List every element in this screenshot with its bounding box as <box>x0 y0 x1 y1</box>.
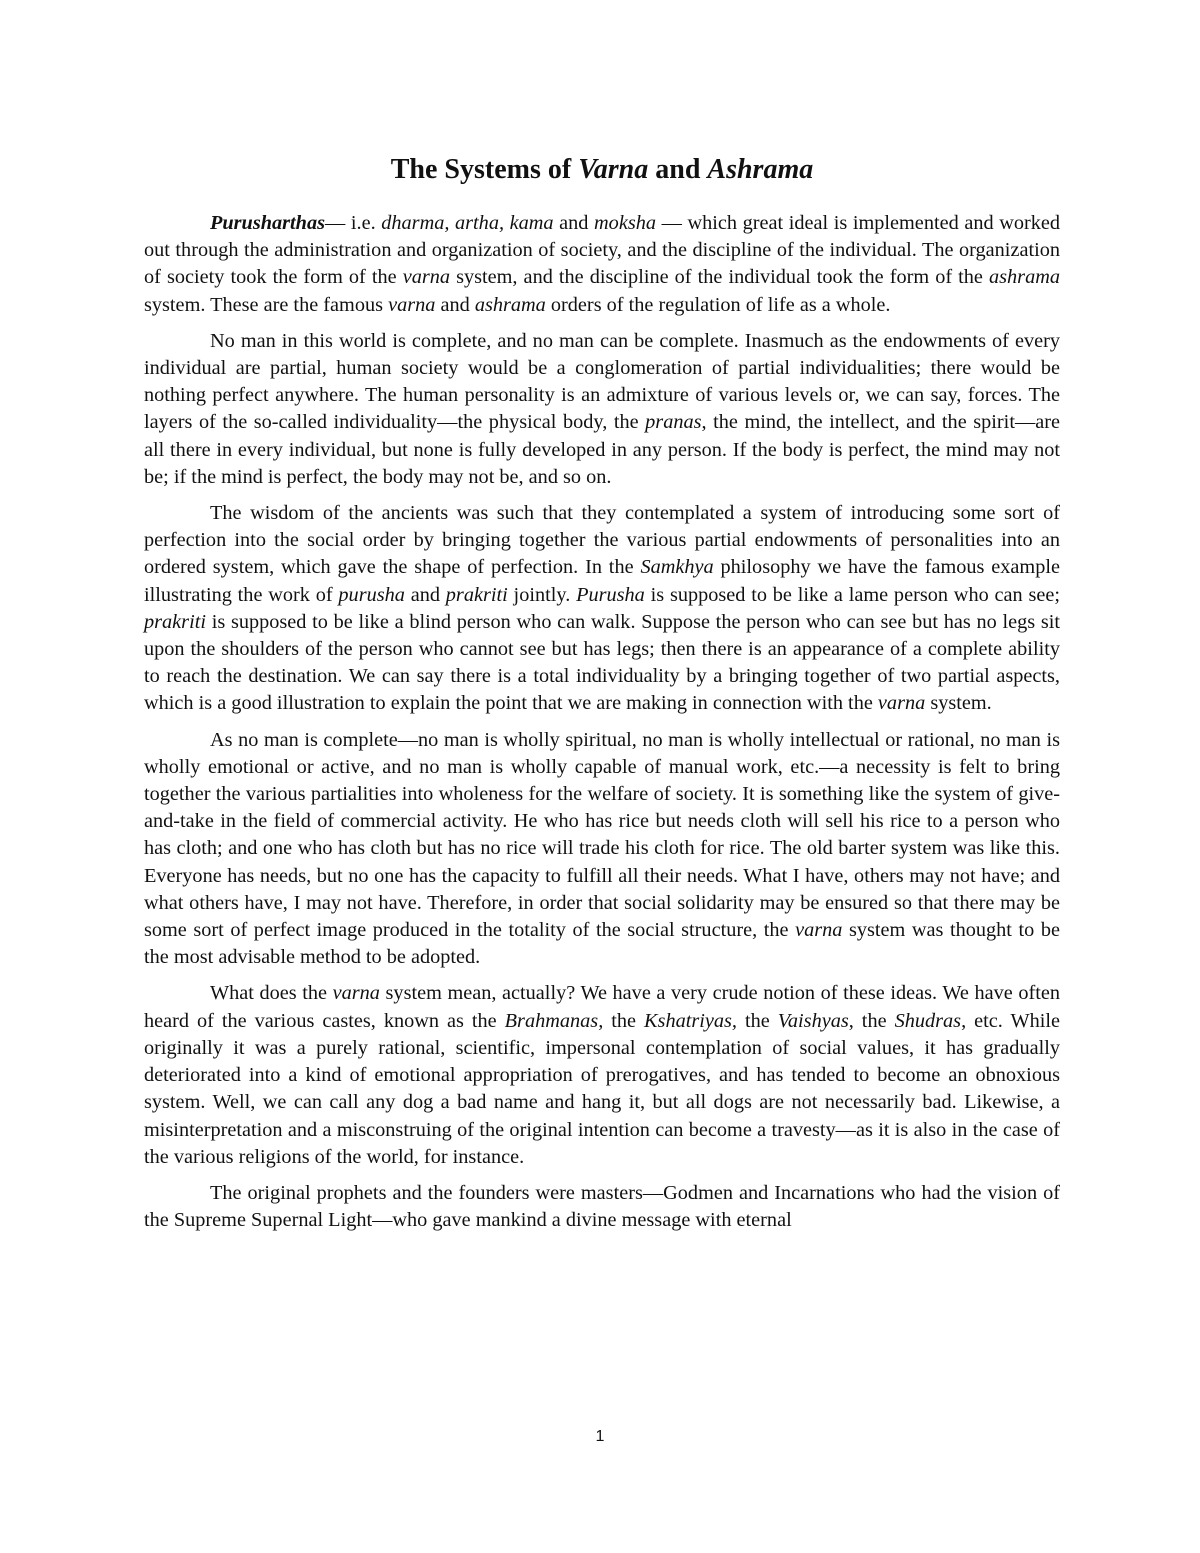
emphasis-text: Kshatriyas, <box>644 1009 738 1032</box>
paragraph <box>144 727 1060 972</box>
text-run: and <box>404 583 446 606</box>
text-run: , the mind, the intellect, and the spirit—are all there in every individual, but none is fully developed in any person. If the body is perfect, the mind may not be; if the mind is perfect, the body may not be, and so on. <box>144 411 1060 488</box>
emphasis-text: varna <box>877 692 926 715</box>
text-run: What does the <box>210 982 333 1005</box>
text-run: philosophy we have the famous example illustrating the work of <box>144 556 1060 606</box>
emphasis-text: varna <box>332 982 380 1005</box>
emphasis-text: pranas <box>645 411 702 434</box>
text-run: system was thought to be the most advisable method to be adopted. <box>144 919 1060 969</box>
paragraph <box>144 1180 1060 1234</box>
text-run: , etc. While originally it was a purely rational, scientific, impersonal contemplation of social values, it has gradually deteriorated into a kind of emotional appropriation of prerogatives, and has tended to become an obnoxious system. Well, we can call any dog a bad name and hang it, but all dogs are not necessarily bad. Likewise, a misinterpretation and a misconstruing of the original intention can become a travesty—as it is also in the case of the various religions of the world, for instance. <box>144 1009 1061 1168</box>
text-run: and <box>648 154 708 185</box>
text-run: — which great ideal is implemented and worked out through the administration and organization of society, and the discipline of the individual. The organization of society took the form of the <box>144 212 1061 289</box>
text-run: system mean, actually? We have a very crude notion of these ideas. We have often heard of the various castes, known as the <box>144 982 1060 1032</box>
paragraph <box>144 980 1060 1170</box>
text-run: system. <box>925 692 992 715</box>
page-title <box>144 150 1060 190</box>
emphasis-text: varna <box>402 266 451 289</box>
emphasis-text: Samkhya <box>640 556 714 579</box>
text-run: the <box>737 1009 778 1032</box>
emphasis-text: Shudras <box>894 1009 962 1032</box>
emphasis-text: Varna <box>578 154 649 185</box>
emphasis-text: Vaishyas <box>777 1009 849 1032</box>
text-run: is supposed to be like a lame person who can see; <box>644 583 1060 606</box>
emphasis-text: Ashrama <box>707 154 814 185</box>
text-run: jointly. <box>507 583 577 606</box>
document-page <box>144 150 1060 1243</box>
emphasis-text: Purusharthas <box>210 212 325 234</box>
emphasis-text: Purusha <box>576 583 645 606</box>
text-run: No man in this world is complete, and no man can be complete. Inasmuch as the endowments of every individual are partial, human society would be a conglomeration of partial individualities; there would be nothing perfect anywhere. The human personality is an admixture of various levels or, we can say, forces. The layers of the so-called individuality—the physical body, the <box>144 329 1060 434</box>
text-run: the <box>603 1009 645 1032</box>
emphasis-text: varna <box>795 919 843 942</box>
text-run: is supposed to be like a blind person who can walk. Suppose the person who can see but has no legs sit upon the shoulders of the person who cannot see but has legs; then there is an appearance of a complete ability to reach the destination. We can say there is a total individuality by a bringing together of two partial aspects, which is a good illustration to explain the point that we are making in connection with the <box>144 610 1060 715</box>
text-run: and <box>553 212 595 234</box>
text-run: The wisdom of the ancients was such that they contemplated a system of introducing some sort of perfection into the social order by bringing together the various partial endowments of personalities into an ordered system, which gave the shape of perfection. In the <box>144 502 1060 579</box>
text-run: system, and the discipline of the individual took the form of the <box>450 266 989 289</box>
text-run: and <box>435 293 475 316</box>
emphasis-text: ashrama <box>474 293 546 316</box>
paragraph <box>144 500 1060 718</box>
emphasis-text: Brahmanas, <box>504 1009 604 1032</box>
emphasis-text: ashrama <box>989 266 1060 289</box>
text-run: system. These are the famous <box>144 293 389 316</box>
text-run: As no man is complete—no man is wholly spiritual, no man is wholly intellectual or rational, no man is wholly emotional or active, and no man is wholly capable of manual work, etc.—a necessity is felt to bring together the various partialities into wholeness for the welfare of society. It is something like the system of give-and-take in the field of commercial activity. He who has rice but needs cloth will sell his rice to a person who has cloth; and one who has cloth but has no rice will trade his cloth for rice. The old barter system was like this. Everyone has needs, but no one has the capacity to fulfill all their needs. What I have, others may not have; and what others have, I may not have. Therefore, in order that social solidarity may be ensured so that there may be some sort of perfect image produced in the totality of the social structure, the <box>144 728 1060 942</box>
body-text <box>144 210 1060 1234</box>
text-run: , the <box>848 1009 895 1032</box>
text-run: The Systems of <box>390 154 579 185</box>
text-run: — i.e. <box>325 212 382 234</box>
emphasis-text: dharma, artha, kama <box>381 212 554 234</box>
paragraph <box>144 328 1060 491</box>
emphasis-text: prakriti <box>144 610 206 633</box>
text-run: orders of the regulation of life as a whole. <box>545 293 891 316</box>
emphasis-text: purusha <box>338 583 405 606</box>
page-number: 1 <box>595 1428 605 1445</box>
strong-text <box>210 212 325 234</box>
emphasis-text: prakriti <box>445 583 508 606</box>
text-run: The original prophets and the founders were masters—Godmen and Incarnations who had the vision of the Supreme Supernal Light—who gave mankind a divine message with eternal <box>144 1181 1060 1232</box>
emphasis-text: varna <box>388 293 436 316</box>
paragraph <box>144 210 1060 319</box>
emphasis-text: moksha <box>594 212 656 234</box>
